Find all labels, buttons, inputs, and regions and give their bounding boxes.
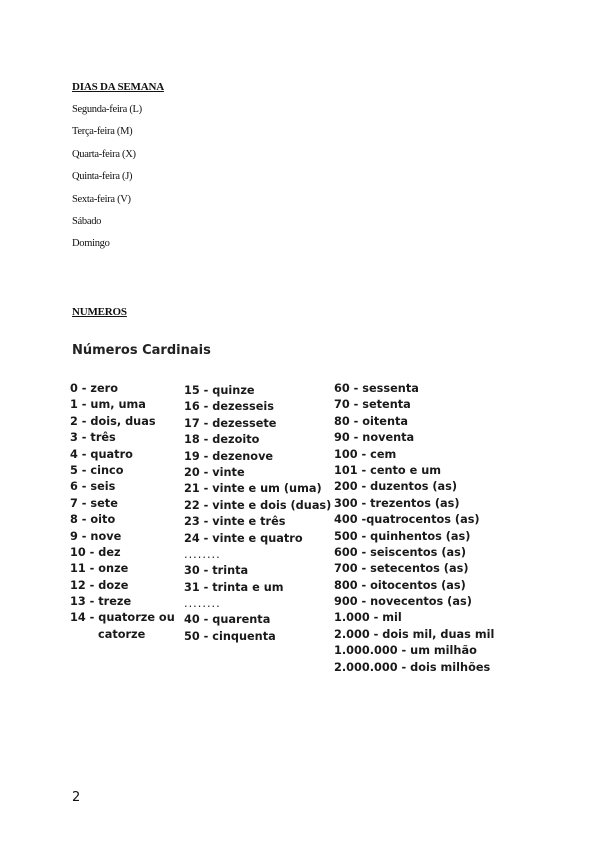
numbers-column-1 (70, 381, 180, 643)
number-item: 31 - trinta e um (184, 580, 284, 594)
number-item: 90 - noventa (334, 431, 415, 445)
number-item: 900 - novecentos (as) (334, 595, 472, 609)
number-item: 2 - dois, duas (70, 414, 156, 428)
number-item: 10 - dez (70, 545, 121, 559)
number-item: 50 - cinquenta (184, 629, 276, 643)
number-item-line: 14 - quatorze ou (70, 611, 175, 625)
number-item: 22 - vinte e dois (duas) (184, 498, 332, 512)
number-item: 23 - vinte e três (184, 515, 286, 529)
number-item: 4 - quatro (70, 447, 133, 461)
number-item: 30 - trinta (184, 564, 249, 578)
number-item: 7 - sete (70, 496, 118, 510)
days-section-heading: DIAS DA SEMANA (72, 81, 164, 93)
number-item: 2.000 - dois mil, duas mil (334, 627, 495, 641)
day-item: Quarta-feira (X) (72, 148, 136, 160)
number-item: 40 - quarenta (184, 613, 271, 627)
number-item: 400 -quatrocentos (as) (334, 513, 480, 527)
number-item: 6 - seis (70, 480, 116, 494)
number-item: 800 - oitocentos (as) (334, 578, 466, 592)
day-item: Terça-feira (M) (72, 126, 133, 138)
number-item (70, 610, 180, 643)
number-item: 600 - seiscentos (as) (334, 545, 467, 559)
number-item: 200 - duzentos (as) (334, 480, 458, 494)
number-item: 70 - setenta (334, 398, 411, 412)
number-item: 13 - treze (70, 595, 132, 609)
number-item: 1.000 - mil (334, 611, 402, 625)
number-item: 300 - trezentos (as) (334, 496, 460, 510)
cardinal-numbers-title: Números Cardinais (72, 343, 211, 358)
number-item: 60 - sessenta (334, 382, 419, 395)
days-list (72, 103, 142, 260)
number-item: 18 - dezoito (184, 433, 260, 447)
number-item-line: catorze (98, 627, 146, 641)
number-item: 101 - cento e um (334, 463, 442, 477)
number-item: 16 - dezesseis (184, 400, 274, 414)
number-item: 1.000.000 - um milhão (334, 644, 477, 658)
number-item: 80 - oitenta (334, 414, 409, 428)
day-item: Sábado (72, 215, 102, 227)
number-item: ........ (184, 547, 221, 561)
numbers-column-3 (334, 381, 494, 676)
day-item: Sexta-feira (V) (72, 193, 131, 205)
number-item: 19 - dezenove (184, 449, 274, 463)
numbers-column-2 (184, 383, 331, 645)
page-number: 2 (72, 790, 81, 805)
number-item: 500 - quinhentos (as) (334, 529, 471, 543)
number-item: 12 - doze (70, 578, 129, 592)
number-item: 700 - setecentos (as) (334, 562, 469, 576)
number-item: 24 - vinte e quatro (184, 531, 303, 545)
number-item: 9 - nove (70, 529, 122, 543)
number-item: 1 - um, uma (70, 398, 146, 412)
number-item: 11 - onze (70, 562, 129, 576)
number-item: 15 - quinze (184, 384, 255, 397)
number-item: 5 - cinco (70, 463, 124, 477)
day-item: Quinta-feira (J) (72, 171, 133, 183)
number-item: 17 - dezessete (184, 416, 277, 430)
number-item: ........ (184, 597, 221, 611)
number-item: 100 - cem (334, 447, 397, 461)
number-item: 20 - vinte (184, 465, 245, 479)
number-item: 3 - três (70, 431, 116, 445)
number-item: 2.000.000 - dois milhões (334, 660, 491, 674)
number-item: 21 - vinte e um (uma) (184, 482, 322, 496)
number-item: 0 - zero (70, 382, 118, 395)
numbers-section-heading: NUMEROS (72, 306, 127, 318)
number-item: 8 - oito (70, 513, 116, 527)
day-item: Domingo (72, 238, 110, 250)
day-item: Segunda-feira (L) (72, 104, 142, 115)
